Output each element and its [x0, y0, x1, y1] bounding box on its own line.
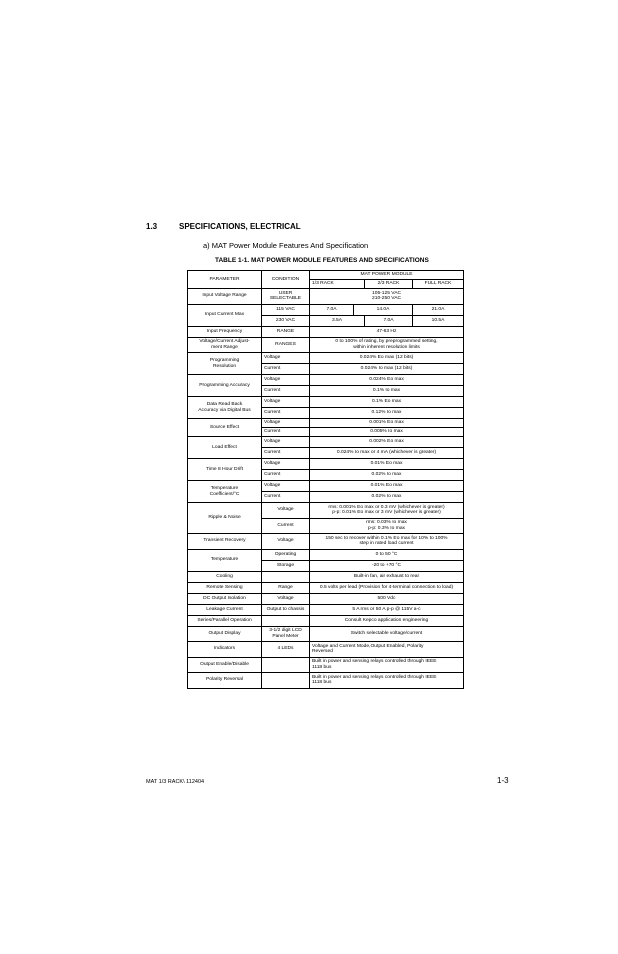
condition-cell: 3-1/2 digit LCD Panel Meter [262, 626, 310, 642]
condition-cell: Voltage [262, 375, 310, 386]
value-cell: 47-63 Hz [310, 326, 464, 337]
value-cell: 0.024% Eo max [310, 375, 464, 386]
table-row [188, 642, 464, 658]
value-cell: 150 sec to recover within 0.1% Eo max for 10% to 100% step in rated load current [310, 534, 464, 550]
table-row [188, 289, 464, 305]
param-cell: Input Voltage Range [188, 289, 262, 305]
param-cell: Series/Parallel Operation [188, 615, 262, 626]
param-cell: Output Enable/Disable [188, 657, 262, 673]
table-row [188, 582, 464, 593]
param-cell: Remote Sensing [188, 582, 262, 593]
table-row [188, 604, 464, 615]
value-cell: 0.002% Eo max [310, 437, 464, 448]
value-cell: 0.005% Io max [310, 428, 464, 437]
condition-cell: Operating [262, 549, 310, 560]
value-cell: Switch selectable voltage/current [310, 626, 464, 642]
value-cell: Voltage and Current Mode,Output Enabled, Polarity Reversed [310, 642, 464, 658]
condition-cell: Current [262, 428, 310, 437]
value-cell: 3.5A [310, 315, 365, 326]
param-cell: Time 8 Hour Drift [188, 459, 262, 481]
condition-cell: Storage [262, 560, 310, 571]
param-cell: Temperature Coefficient/°C [188, 481, 262, 503]
condition-cell: Voltage [262, 353, 310, 364]
param-cell: Programming Accuracy [188, 375, 262, 397]
condition-cell [262, 673, 310, 689]
value-cell: Consult Kepco application engineering [310, 615, 464, 626]
condition-cell: Current [262, 492, 310, 503]
param-cell: Data Read Back Accuracy via Digital Bus [188, 397, 262, 419]
value-cell: rms: 0.001% Eo max or 0.3 mV (whichever is greater) p-p: 0.01% Eo max or 3 mV (whichever is greater) [310, 503, 464, 519]
param-cell: Leakage Current [188, 604, 262, 615]
condition-cell: 230 VAC [262, 315, 310, 326]
value-cell: 14.0A [354, 304, 413, 315]
page-number: 1-3 [497, 776, 509, 785]
condition-cell: Voltage [262, 593, 310, 604]
table-row [188, 673, 464, 689]
condition-cell [262, 657, 310, 673]
table-row [188, 549, 464, 560]
value-cell: Built-in fan, air exhaust to rear [310, 571, 464, 582]
condition-cell: Current [262, 386, 310, 397]
header-condition: CONDITION [262, 271, 310, 289]
condition-cell [262, 615, 310, 626]
value-cell: 0.01% Eo max [310, 481, 464, 492]
table-row [188, 481, 464, 492]
table-row [188, 337, 464, 353]
param-cell: Programming Resolution [188, 353, 262, 375]
table-row [188, 375, 464, 386]
value-cell: 500 Vdc [310, 593, 464, 604]
specifications-table [187, 270, 464, 689]
table-row [188, 437, 464, 448]
condition-cell: Voltage [262, 419, 310, 428]
table-row [188, 657, 464, 673]
value-cell: Built in power and sensing relays controlled through IEEE 1118 bus [310, 657, 464, 673]
condition-cell: USER SELECTABLE [262, 289, 310, 305]
table-row [188, 534, 464, 550]
header-parameter: PARAMETER [188, 271, 262, 289]
table-row [188, 615, 464, 626]
table-row [188, 353, 464, 364]
param-cell: DC Output Isolation [188, 593, 262, 604]
condition-cell: 4 LEDs [262, 642, 310, 658]
table-row [188, 503, 464, 519]
condition-cell: Voltage [262, 481, 310, 492]
value-cell: 0 to 50 °C [310, 549, 464, 560]
condition-cell: Voltage [262, 397, 310, 408]
header-full-rack: FULL RACK [413, 280, 464, 289]
condition-cell: Voltage [262, 437, 310, 448]
value-cell: 0.001% Eo max [310, 419, 464, 428]
value-cell: 105-125 VAC 210-250 VAC [310, 289, 464, 305]
param-cell: Polarity Reversal [188, 673, 262, 689]
header-rack-1-3: 1/3 RACK [310, 280, 365, 289]
value-cell: -20 to +70 °C [310, 560, 464, 571]
value-cell: rms: 0.03% Io max p-p: 0.3% Io max [310, 518, 464, 534]
value-cell: 7.0A [310, 304, 354, 315]
value-cell: 0 to 100% of rating, by preprogrammed setting, within inherent resolution limits [310, 337, 464, 353]
table-row [188, 459, 464, 470]
value-cell: 0.024% Io max or 4 mA (whichever is greater) [310, 448, 464, 459]
condition-cell: Current [262, 408, 310, 419]
condition-cell: Range [262, 582, 310, 593]
condition-cell: Voltage [262, 503, 310, 519]
param-cell: Load Effect [188, 437, 262, 459]
param-cell: Temperature [188, 549, 262, 571]
value-cell: 0.024% Eo max (12 bits) [310, 353, 464, 364]
param-cell: Transient Recovery [188, 534, 262, 550]
footer-document-id: MAT 1/3 RACK\ 112404 [146, 779, 205, 785]
condition-cell: Current [262, 518, 310, 534]
value-cell: 0.02% Io max [310, 492, 464, 503]
param-cell: Voltage/Current Adjust- ment Range [188, 337, 262, 353]
table-row [188, 593, 464, 604]
condition-cell: Current [262, 470, 310, 481]
value-cell: 10.5A [413, 315, 464, 326]
condition-cell: Output to chassis [262, 604, 310, 615]
condition-cell: Voltage [262, 534, 310, 550]
condition-cell [262, 571, 310, 582]
param-cell: Cooling [188, 571, 262, 582]
header-rack-2-3: 2/3 RACK [365, 280, 413, 289]
param-cell: Indicators [188, 642, 262, 658]
table-row [188, 419, 464, 428]
section-title: SPECIFICATIONS, ELECTRICAL [179, 222, 301, 231]
table-row [188, 397, 464, 408]
condition-cell: 115 VAC [262, 304, 310, 315]
condition-cell: RANGE [262, 326, 310, 337]
value-cell: 7.0A [365, 315, 413, 326]
condition-cell: RANGES [262, 337, 310, 353]
value-cell: 0.1% Eo max [310, 397, 464, 408]
table-caption: TABLE 1-1. MAT POWER MODULE FEATURES AND SPECIFICATIONS [215, 257, 429, 264]
table-row [188, 326, 464, 337]
value-cell: 0.1% Io max [310, 386, 464, 397]
table-row [188, 571, 464, 582]
param-cell: Source Effect [188, 419, 262, 437]
value-cell: 0.5 volts per lead (Provision for 4-terminal connection to load) [310, 582, 464, 593]
section-number: 1.3 [146, 222, 158, 231]
value-cell: 21.0A [413, 304, 464, 315]
value-cell: 0.02% Io max [310, 470, 464, 481]
table-row [188, 626, 464, 642]
param-cell: Input Current Max [188, 304, 262, 326]
condition-cell: Current [262, 448, 310, 459]
subsection-heading: a) MAT Power Module Features And Specification [203, 241, 369, 250]
param-cell: Input Frequency [188, 326, 262, 337]
condition-cell: Current [262, 364, 310, 375]
param-cell: Ripple & Noise [188, 503, 262, 534]
header-mat-power-module: MAT POWER MODULE [310, 271, 464, 280]
value-cell: 0.01% Eo max [310, 459, 464, 470]
value-cell: 0.12% Io max [310, 408, 464, 419]
table-header-row [188, 271, 464, 280]
table-row [188, 304, 464, 315]
value-cell: 0.024% Io max (12 bits) [310, 364, 464, 375]
condition-cell: Voltage [262, 459, 310, 470]
value-cell: 5 A rms or 50 A p-p @ 115V a-c [310, 604, 464, 615]
value-cell: Built in power and sensing relays controlled through IEEE 1118 bus [310, 673, 464, 689]
param-cell: Output Display [188, 626, 262, 642]
